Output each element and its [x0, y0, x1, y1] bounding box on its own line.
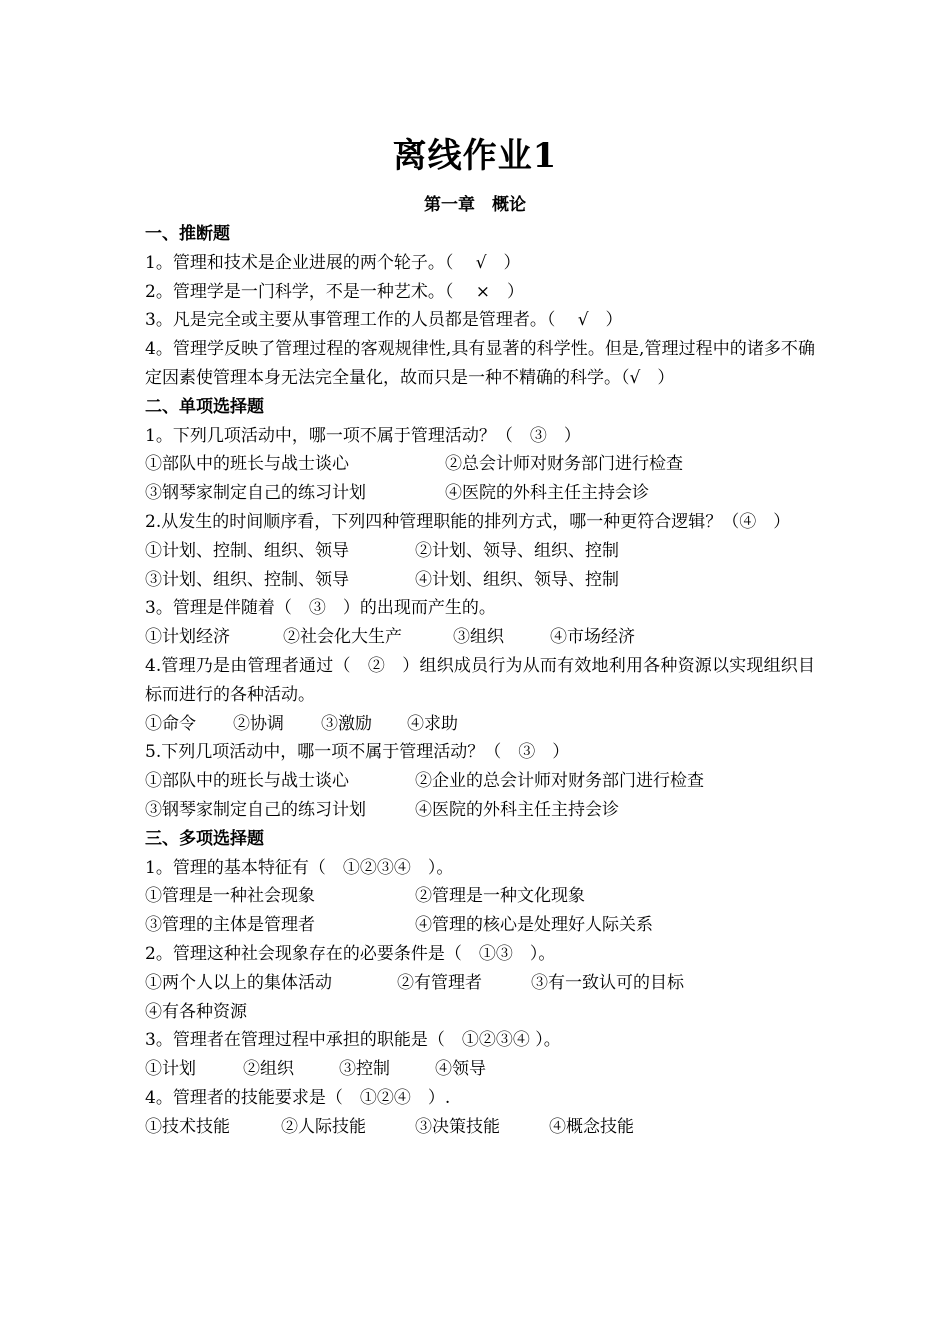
option-item: ①技术技能	[145, 1116, 230, 1137]
section-heading-single-choice: 二、单项选择题	[145, 396, 264, 417]
option-item: ③计划、组织、控制、领导	[145, 569, 349, 590]
options-row	[145, 969, 815, 998]
question-text: 4.管理乃是由管理者通过（ ② ）组织成员行为从而有效地利用各种资源以实现组织目标而进行的各种活动。	[145, 655, 815, 705]
option-item: ④医院的外科主任主持会诊	[445, 483, 649, 504]
option-item: ①部队中的班长与战士谈心	[145, 771, 349, 792]
question-text: 3。凡是完全或主要从事管理工作的人员都是管理者。（ √ ）	[145, 310, 623, 331]
option-item: ③钢琴家制定自己的练习计划	[145, 799, 366, 820]
option-item: ①计划经济	[145, 627, 230, 648]
option-item: ①两个人以上的集体活动	[145, 972, 332, 993]
options-row	[145, 623, 815, 652]
section-heading-multiple-choice: 三、多项选择题	[145, 828, 264, 849]
question-text: 4。管理者的技能要求是（ ①②④ ）.	[145, 1087, 451, 1108]
question-text: 3。管理者在管理过程中承担的职能是（ ①②③④ ）。	[145, 1030, 561, 1051]
options-row	[145, 882, 815, 911]
option-item: ①命令	[145, 713, 196, 734]
options-row	[145, 566, 815, 595]
option-item: ④求助	[407, 713, 458, 734]
options-row	[145, 479, 815, 508]
question-text: 2。管理这种社会现象存在的必要条件是（ ①③ ）。	[145, 943, 556, 964]
option-item: ④概念技能	[549, 1116, 634, 1137]
option-item: ②协调	[233, 713, 284, 734]
document-title: 离线作业1	[392, 136, 558, 176]
option-item: ②社会化大生产	[283, 627, 402, 648]
option-item: ②组织	[243, 1059, 294, 1080]
option-item: ③决策技能	[415, 1116, 500, 1137]
options-row	[145, 796, 815, 825]
option-item: ①部队中的班长与战士谈心	[145, 454, 349, 475]
option-item: ①计划、控制、组织、领导	[145, 540, 349, 561]
option-item: ③控制	[339, 1059, 390, 1080]
options-row	[145, 911, 815, 940]
option-item: ④市场经济	[550, 627, 635, 648]
chapter-heading: 第一章 概论	[424, 195, 526, 215]
option-item: ③组织	[453, 627, 504, 648]
question-text: 4。管理学反映了管理过程的客观规律性,具有显著的科学性。但是,管理过程中的诸多不确定因素使管理本身无法完全量化，故而只是一种不精确的科学。（√ ）	[145, 339, 815, 388]
question-text: 3。管理是伴随着（ ③ ）的出现而产生的。	[145, 598, 496, 619]
question-text: 1。下列几项活动中，哪一项不属于管理活动？（ ③ ）	[145, 425, 581, 446]
option-item: ①计划	[145, 1059, 196, 1080]
document-body	[145, 220, 815, 1142]
option-item: ③有一致认可的目标	[531, 972, 684, 993]
option-item: ②企业的总会计师对财务部门进行检查	[415, 771, 704, 792]
option-item: ④有各种资源	[145, 1001, 247, 1022]
option-item: ④领导	[435, 1059, 486, 1080]
options-row	[145, 537, 815, 566]
options-row	[145, 1055, 815, 1084]
options-row	[145, 710, 815, 739]
question-text: 2.从发生的时间顺序看，下列四种管理职能的排列方式，哪一种更符合逻辑？（④ ）	[145, 511, 791, 532]
options-row	[145, 450, 815, 479]
option-item: ④计划、组织、领导、控制	[415, 569, 619, 590]
options-row	[145, 767, 815, 796]
option-item: ②有管理者	[397, 972, 482, 993]
question-text: 1。管理和技术是企业进展的两个轮子。（ √ ）	[145, 252, 521, 273]
option-item: ③激励	[321, 713, 372, 734]
option-item: ②计划、领导、组织、控制	[415, 540, 619, 561]
option-item: ③钢琴家制定自己的练习计划	[145, 483, 366, 504]
option-item: ③管理的主体是管理者	[145, 915, 315, 936]
question-text: 5.下列几项活动中，哪一项不属于管理活动？（ ③ ）	[145, 742, 570, 763]
option-item: ①管理是一种社会现象	[145, 886, 315, 907]
option-item: ②管理是一种文化现象	[415, 886, 585, 907]
question-text: 1。管理的基本特征有（ ①②③④ ）。	[145, 857, 454, 878]
options-row	[145, 1113, 815, 1142]
question-text: 2。管理学是一门科学，不是一种艺术。（ × ）	[145, 281, 524, 302]
option-item: ②人际技能	[281, 1116, 366, 1137]
option-item: ④医院的外科主任主持会诊	[415, 799, 619, 820]
option-item: ②总会计师对财务部门进行检查	[445, 454, 683, 475]
option-item: ④管理的核心是处理好人际关系	[415, 915, 653, 936]
section-heading-judgement: 一、推断题	[145, 224, 230, 244]
